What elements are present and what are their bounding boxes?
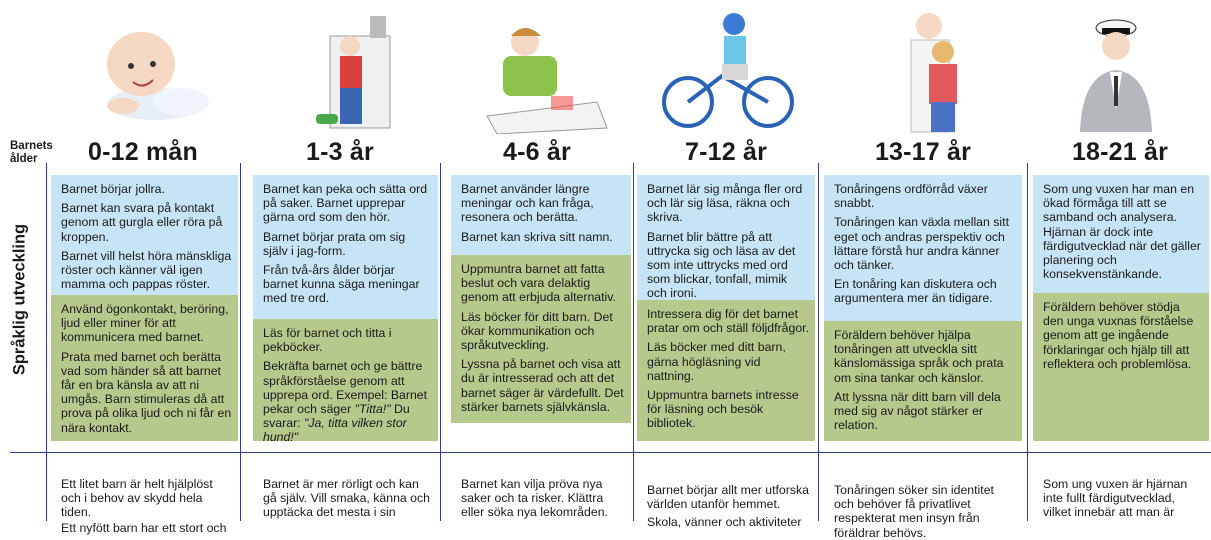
age-heading: 1-3 år — [306, 138, 374, 166]
column-divider — [633, 163, 634, 521]
column-divider — [240, 163, 241, 521]
age-heading: 0-12 mån — [88, 138, 198, 166]
language-development-box: Tonåringens ordförråd växer snabbt. Tonåringen kan växla mellan sitt eget och andras perspektiv och lättare förstå hur andra känner och tänker. En tonåring kan diskutera och argumentera mer än tidigare. — [824, 175, 1022, 321]
age-heading: 13-17 år — [874, 138, 972, 166]
language-development-box: Barnet börjar jollra. Barnet kan svara på kontakt genom att gurgla eller röra på kroppen. Barnet vill helst höra mänskliga röster och känner väl igen mamma och pappas röster. — [51, 175, 238, 295]
parent-advice-box: Läs för barnet och titta i pekböcker. Bekräfta barnet och ge bättre språkförståelse genom att upprepa ord. Exempel: Barnet pekar och säger "Titta!" Du svarar: "Ja, titta vilken stor hund!" — [253, 319, 438, 441]
next-section-box: Barnet är mer rörligt och kan gå själv. Vill smaka, känna och upptäcka det mesta i sin — [253, 470, 438, 521]
column-divider — [818, 163, 819, 521]
parent-advice-box: Intressera dig för det barnet pratar om och ställ följdfrågor. Läs böcker med ditt barn, gärna högläsning vid nattning. Uppmuntra barnets intresse för läsning och besök bibliotek. — [637, 300, 815, 441]
age-heading: 7-12 år — [684, 138, 767, 166]
graduate-illustration — [1029, 6, 1211, 134]
column-divider — [46, 163, 47, 521]
age-heading: 4-6 år — [503, 138, 571, 166]
column-divider — [1027, 163, 1028, 521]
row-header-label: Barnets ålder — [10, 140, 53, 165]
toddler-at-stove-illustration — [242, 6, 438, 134]
next-section-box: Tonåringen söker sin identitet och behöver få privatlivet respekterat men insyn från föräldrar behövs. — [824, 476, 1022, 521]
language-development-box: Barnet använder längre meningar och kan fråga, resonera och berätta. Barnet kan skriva sitt namn. — [451, 175, 631, 255]
child-on-bicycle-illustration — [635, 6, 817, 134]
baby-illustration — [48, 6, 238, 134]
column-divider — [440, 163, 441, 521]
next-section-box: Barnet kan vilja pröva nya saker och ta risker. Klättra eller söka nya lekområden. — [451, 470, 631, 521]
next-section-box: Ett litet barn är helt hjälplöst och i behov av skydd hela tiden. Ett nyfött barn har ett stort och — [51, 470, 238, 521]
parent-advice-box: Uppmuntra barnet att fatta beslut och vara delaktig genom att erbjuda alternativ. Läs böcker för ditt barn. Det ökar kommunikation och språkutveckling. Lyssna på barnet och visa att du är intresserad och att det barnet säger är värdefullt. Det stärker barnets självkänsla. — [451, 255, 631, 423]
language-development-box: Barnet kan peka och sätta ord på saker. Barnet upprepar gärna ord som den hör. Barnet börjar prata om sig själv i jag-form. Från två-års ålder börjar barnet kunna säga meningar med tre ord. — [253, 175, 438, 319]
section-label: Språklig utveckling — [10, 223, 29, 376]
age-heading: 18-21 år — [1071, 138, 1169, 166]
child-drawing-illustration — [442, 6, 632, 134]
language-development-box: Som ung vuxen har man en ökad förmåga till att se samband och analysera. Hjärnan är dock inte färdigutvecklad när det gäller planering och konsekvenstänkande. — [1033, 175, 1209, 293]
next-section-box: Barnet börjar allt mer utforska världen utanför hemmet. Skola, vänner och aktiviteter — [637, 476, 815, 521]
next-section-box: Som ung vuxen är hjärnan inte fullt färdigutvecklad, vilket innebär att man är — [1033, 470, 1209, 521]
parent-advice-box: Föräldern behöver stödja den unga vuxnas förståelse genom att ge ingående förklaringar och hjälp till att reflektera och problemlösa. — [1033, 293, 1209, 441]
parent-advice-box: Använd ögonkontakt, beröring, ljud eller miner för att kommunicera med barnet. Prata med barnet och berätta vad som händer så att barnet får en bra känsla av att ni umgås. Barn stimuleras då att prova på olika ljud och ni får en nära kontakt. — [51, 295, 238, 441]
language-development-box: Barnet lär sig många fler ord och lär sig läsa, räkna och skriva. Barnet blir bättre på att uttrycka sig och läsa av det som inte uttrycks med ord som blickar, tonfall, mimik och ironi. — [637, 175, 815, 300]
parent-advice-box: Föräldern behöver hjälpa tonåringen att utveckla sitt känslomässiga språk och prata om sina tankar och känslor. Att lyssna när ditt barn vill dela med sig av något stärker er relation. — [824, 321, 1022, 441]
parent-hugging-teen-illustration — [820, 6, 1026, 134]
